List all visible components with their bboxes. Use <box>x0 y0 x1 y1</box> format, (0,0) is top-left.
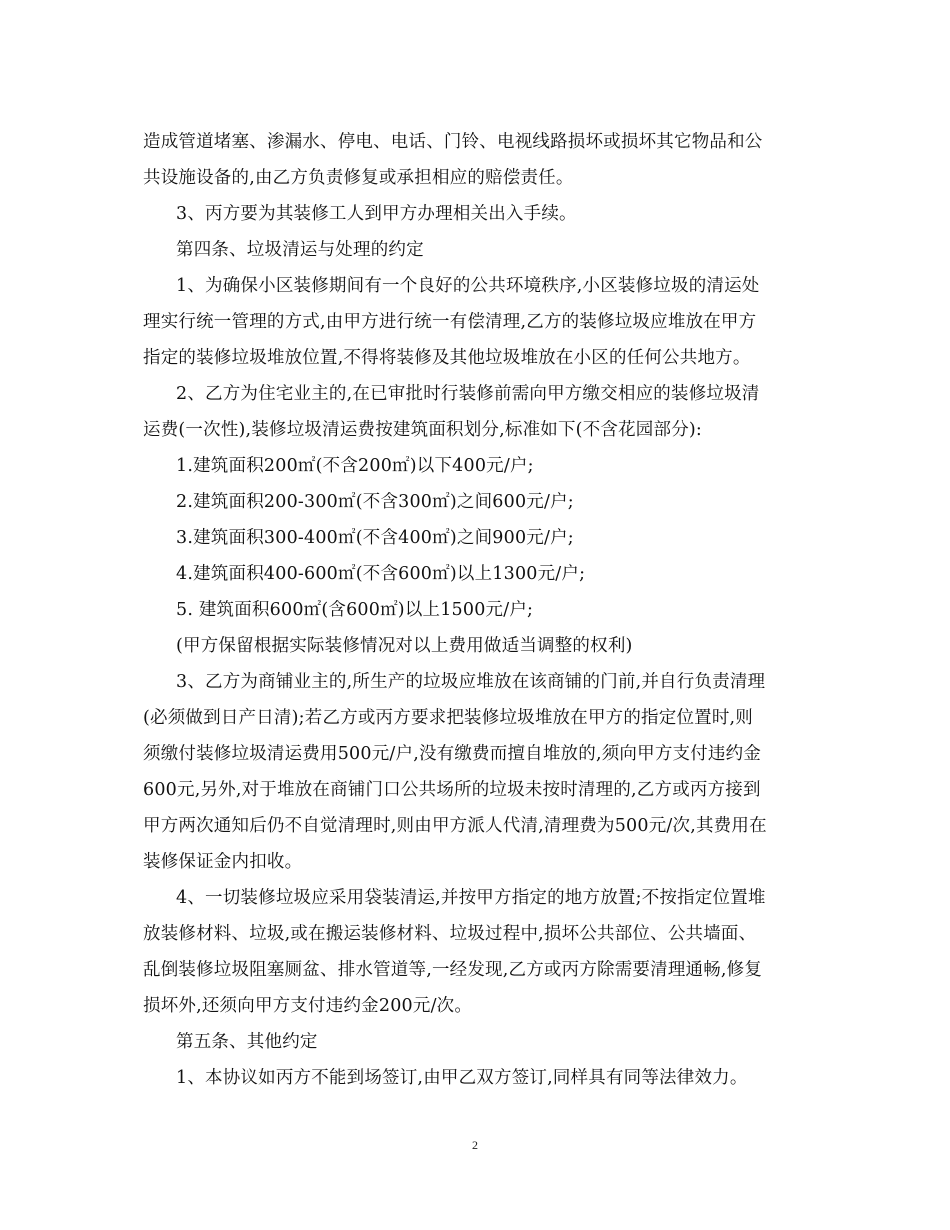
text-line: 装修保证金内扣收。 <box>143 852 303 872</box>
text-line: 甲方两次通知后仍不自觉清理时,则由甲方派人代清,清理费为500元/次,其费用在 <box>143 816 767 836</box>
text-line: 2.建筑面积200-300㎡(不含300㎡)之间600元/户; <box>176 492 574 512</box>
document-body <box>143 124 815 1096</box>
text-line: 指定的装修垃圾堆放位置,不得将装修及其他垃圾堆放在小区的任何公共地方。 <box>143 348 751 368</box>
text-line: 乱倒装修垃圾阻塞厕盆、排水管道等,一经发现,乙方或丙方除需要清理通畅,修复 <box>143 960 763 980</box>
text-line: 3.建筑面积300-400㎡(不含400㎡)之间900元/户; <box>176 528 574 548</box>
text-line: 1、为确保小区装修期间有一个良好的公共环境秩序,小区装修垃圾的清运处 <box>176 276 760 296</box>
text-line: 3、乙方为商铺业主的,所生产的垃圾应堆放在该商铺的门前,并自行负责清理 <box>176 672 766 692</box>
text-line: 第五条、其他约定 <box>176 1032 318 1052</box>
text-line: 4、一切装修垃圾应采用袋装清运,并按甲方指定的地方放置;不按指定位置堆 <box>176 888 766 908</box>
text-line: (必须做到日产日清);若乙方或丙方要求把装修垃圾堆放在甲方的指定位置时,则 <box>143 708 754 728</box>
text-line: 放装修材料、垃圾,或在搬运装修材料、垃圾过程中,损坏公共部位、公共墙面、 <box>143 924 757 944</box>
text-line: 运费(一次性),装修垃圾清运费按建筑面积划分,标准如下(不含花园部分): <box>143 420 703 440</box>
text-line: 2、乙方为住宅业主的,在已审批时行装修前需向甲方缴交相应的装修垃圾清 <box>176 384 760 404</box>
text-line: 须缴付装修垃圾清运费用500元/户,没有缴费而擅自堆放的,须向甲方支付违约金 <box>143 744 762 764</box>
text-line: 1.建筑面积200㎡(不含200㎡)以下400元/户; <box>176 456 534 476</box>
text-line: 5. 建筑面积600㎡(含600㎡)以上1500元/户; <box>176 600 534 620</box>
text-line: 3、丙方要为其装修工人到甲方办理相关出入手续。 <box>176 204 577 224</box>
text-line: 共设施设备的,由乙方负责修复或承担相应的赔偿责任。 <box>143 168 574 188</box>
text-line: 1、本协议如丙方不能到场签订,由甲乙双方签订,同样具有同等法律效力。 <box>176 1068 748 1088</box>
text-line: 损坏外,还须向甲方支付违约金200元/次。 <box>143 996 473 1016</box>
text-line: 造成管道堵塞、渗漏水、停电、电话、门铃、电视线路损坏或损坏其它物品和公 <box>143 132 763 152</box>
text-line: 4.建筑面积400-600㎡(不含600㎡)以上1300元/户; <box>176 564 586 584</box>
text-line: 理实行统一管理的方式,由甲方进行统一有偿清理,乙方的装修垃圾应堆放在甲方 <box>143 312 757 332</box>
text-line: (甲方保留根据实际装修情况对以上费用做适当调整的权利) <box>176 636 633 656</box>
text-line: 第四条、垃圾清运与处理的约定 <box>176 240 424 260</box>
page-number: 2 <box>472 1138 478 1152</box>
text-line: 600元,另外,对于堆放在商铺门口公共场所的垃圾未按时清理的,乙方或丙方接到 <box>143 780 761 800</box>
